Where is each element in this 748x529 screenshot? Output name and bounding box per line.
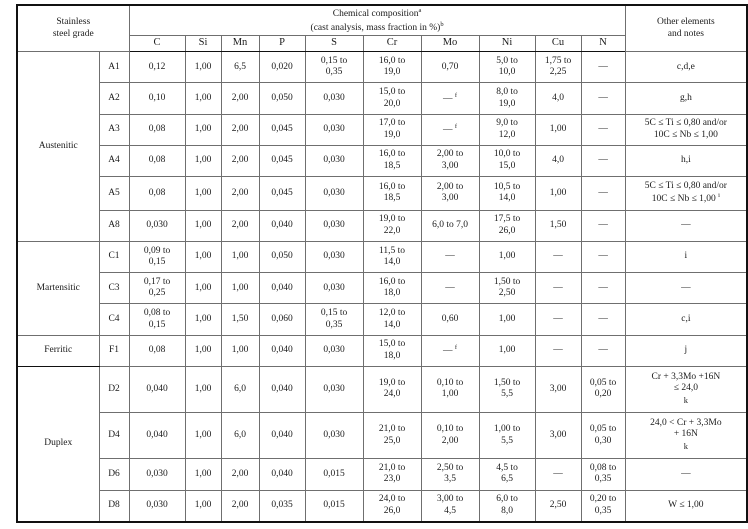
grade-group-martensitic: Martensitic xyxy=(17,242,99,336)
cell-c4-mn: 1,50 xyxy=(221,304,259,335)
cell-d2-notes: Cr + 3,3Mo +16N ≤ 24,0 k xyxy=(625,366,747,412)
cell-c4-n: — xyxy=(581,304,625,335)
cell-f1-cr: 15,0 to 18,0 xyxy=(363,335,421,366)
table-row xyxy=(17,114,747,145)
cell-d4-cr: 21,0 to 25,0 xyxy=(363,413,421,459)
cell-a2-cu: 4,0 xyxy=(535,83,581,114)
cell-a1-cu: 1,75 to 2,25 xyxy=(535,52,581,83)
table-row xyxy=(17,52,747,83)
cell-a5-n: — xyxy=(581,177,625,211)
cell-d6-c: 0,030 xyxy=(129,459,185,490)
cell-a2-ni: 8,0 to 19,0 xyxy=(479,83,535,114)
table-row xyxy=(17,83,747,114)
footnote-marker-f: f xyxy=(454,122,458,130)
table-row xyxy=(17,145,747,176)
cell-c4-notes: c,i xyxy=(625,304,747,335)
cell-c1-c: 0,09 to 0,15 xyxy=(129,242,185,273)
cell-d2-mn: 6,0 xyxy=(221,366,259,412)
cell-a8-cu: 1,50 xyxy=(535,210,581,241)
cell-d6-mn: 2,00 xyxy=(221,459,259,490)
cell-d8-c: 0,030 xyxy=(129,490,185,522)
cell-a5-ni: 10,5 to 14,0 xyxy=(479,177,535,211)
cell-a2-n: — xyxy=(581,83,625,114)
table-row xyxy=(17,459,747,490)
cell-f1-si: 1,00 xyxy=(185,335,221,366)
cell-d4-n: 0,05 to 0,30 xyxy=(581,413,625,459)
cell-f1-ni: 1,00 xyxy=(479,335,535,366)
grade-code-a3: A3 xyxy=(99,114,129,145)
cell-d6-n: 0,08 to 0,35 xyxy=(581,459,625,490)
footnote-marker-f: f xyxy=(454,91,458,99)
cell-c4-cu: — xyxy=(535,304,581,335)
header-notes-line2: and notes xyxy=(667,28,704,39)
cell-d8-ni: 6,0 to 8,0 xyxy=(479,490,535,522)
header-notes-line1: Other elements xyxy=(656,17,715,28)
cell-a4-s: 0,030 xyxy=(305,145,363,176)
cell-a5-cu: 1,00 xyxy=(535,177,581,211)
cell-f1-cu: — xyxy=(535,335,581,366)
cell-c3-n: — xyxy=(581,273,625,304)
cell-d8-notes: W ≤ 1,00 xyxy=(625,490,747,522)
cell-d6-notes: — xyxy=(625,459,747,490)
header-element-cu: Cu xyxy=(535,36,581,52)
header-element-cr: Cr xyxy=(363,36,421,52)
cell-c3-p: 0,040 xyxy=(259,273,305,304)
header-grade-line2: steel grade xyxy=(52,28,94,39)
header-grade-line1: Stainless xyxy=(56,17,91,28)
cell-a2-p: 0,050 xyxy=(259,83,305,114)
cell-d8-p: 0,035 xyxy=(259,490,305,522)
cell-f1-notes: j xyxy=(625,335,747,366)
grade-group-ferritic: Ferritic xyxy=(17,335,99,366)
cell-a3-mn: 2,00 xyxy=(221,114,259,145)
cell-d2-si: 1,00 xyxy=(185,366,221,412)
cell-d8-mo: 3,00 to 4,5 xyxy=(421,490,479,522)
header-element-n: N xyxy=(581,36,625,52)
cell-a1-mn: 6,5 xyxy=(221,52,259,83)
cell-c1-notes: i xyxy=(625,242,747,273)
cell-a4-n: — xyxy=(581,145,625,176)
cell-f1-s: 0,030 xyxy=(305,335,363,366)
table-header xyxy=(17,5,747,52)
cell-a4-cr: 16,0 to 18,5 xyxy=(363,145,421,176)
header-element-si: Si xyxy=(185,36,221,52)
cell-c4-p: 0,060 xyxy=(259,304,305,335)
header-element-mo: Mo xyxy=(421,36,479,52)
cell-d8-mn: 2,00 xyxy=(221,490,259,522)
cell-a4-si: 1,00 xyxy=(185,145,221,176)
cell-d4-c: 0,040 xyxy=(129,413,185,459)
cell-c1-n: — xyxy=(581,242,625,273)
cell-a8-cr: 19,0 to 22,0 xyxy=(363,210,421,241)
cell-c1-cu: — xyxy=(535,242,581,273)
grade-group-austenitic: Austenitic xyxy=(17,52,99,242)
cell-d8-cu: 2,50 xyxy=(535,490,581,522)
grade-code-d2: D2 xyxy=(99,366,129,412)
cell-a3-cr: 17,0 to 19,0 xyxy=(363,114,421,145)
cell-a2-cr: 15,0 to 20,0 xyxy=(363,83,421,114)
cell-d6-cr: 21,0 to 23,0 xyxy=(363,459,421,490)
cell-a5-c: 0,08 xyxy=(129,177,185,211)
header-element-s: S xyxy=(305,36,363,52)
cell-a8-n: — xyxy=(581,210,625,241)
cell-a2-notes: g,h xyxy=(625,83,747,114)
cell-f1-n: — xyxy=(581,335,625,366)
cell-a8-mn: 2,00 xyxy=(221,210,259,241)
footnote-marker-k: k xyxy=(683,394,688,405)
grade-code-a1: A1 xyxy=(99,52,129,83)
cell-a3-ni: 9,0 to 12,0 xyxy=(479,114,535,145)
table-row xyxy=(17,304,747,335)
cell-f1-p: 0,040 xyxy=(259,335,305,366)
cell-c3-ni: 1,50 to 2,50 xyxy=(479,273,535,304)
cell-a3-c: 0,08 xyxy=(129,114,185,145)
cell-d4-cu: 3,00 xyxy=(535,413,581,459)
footnote-marker-i: i xyxy=(718,192,720,200)
cell-d4-s: 0,030 xyxy=(305,413,363,459)
cell-c3-c: 0,17 to 0,25 xyxy=(129,273,185,304)
cell-a3-p: 0,045 xyxy=(259,114,305,145)
cell-d8-cr: 24,0 to 26,0 xyxy=(363,490,421,522)
cell-d2-cu: 3,00 xyxy=(535,366,581,412)
header-chemical-composition xyxy=(129,5,625,36)
header-composition-line2: (cast analysis, mass fraction in %)$^b$ xyxy=(310,20,444,33)
grade-code-f1: F1 xyxy=(99,335,129,366)
cell-a3-mo: — $^f$ xyxy=(421,114,479,145)
cell-d2-n: 0,05 to 0,20 xyxy=(581,366,625,412)
cell-a1-cr: 16,0 to 19,0 xyxy=(363,52,421,83)
cell-a3-si: 1,00 xyxy=(185,114,221,145)
cell-d4-ni: 1,00 to 5,5 xyxy=(479,413,535,459)
cell-a1-s: 0,15 to 0,35 xyxy=(305,52,363,83)
cell-c1-ni: 1,00 xyxy=(479,242,535,273)
header-grade-column xyxy=(17,5,129,52)
cell-a2-s: 0,030 xyxy=(305,83,363,114)
cell-a8-notes: — xyxy=(625,210,747,241)
cell-a5-s: 0,030 xyxy=(305,177,363,211)
cell-c4-si: 1,00 xyxy=(185,304,221,335)
footnote-marker-f: f xyxy=(454,343,458,351)
cell-d2-cr: 19,0 to 24,0 xyxy=(363,366,421,412)
grade-code-c3: C3 xyxy=(99,273,129,304)
cell-a3-cu: 1,00 xyxy=(535,114,581,145)
footnote-marker-k: k xyxy=(683,440,688,451)
table-row xyxy=(17,335,747,366)
cell-a4-cu: 4,0 xyxy=(535,145,581,176)
cell-d8-s: 0,015 xyxy=(305,490,363,522)
cell-f1-mo: — $^f$ xyxy=(421,335,479,366)
cell-a4-ni: 10,0 to 15,0 xyxy=(479,145,535,176)
cell-d6-cu: — xyxy=(535,459,581,490)
cell-a4-mn: 2,00 xyxy=(221,145,259,176)
cell-a8-s: 0,030 xyxy=(305,210,363,241)
grade-code-d4: D4 xyxy=(99,413,129,459)
cell-c1-p: 0,050 xyxy=(259,242,305,273)
cell-a5-mn: 2,00 xyxy=(221,177,259,211)
header-element-c: C xyxy=(129,36,185,52)
cell-a1-p: 0,020 xyxy=(259,52,305,83)
cell-d6-ni: 4,5 to 6,5 xyxy=(479,459,535,490)
cell-d4-mo: 0,10 to 2,00 xyxy=(421,413,479,459)
cell-a5-mo: 2,00 to 3,00 xyxy=(421,177,479,211)
cell-d8-si: 1,00 xyxy=(185,490,221,522)
header-element-p: P xyxy=(259,36,305,52)
cell-c3-cr: 16,0 to 18,0 xyxy=(363,273,421,304)
cell-a4-c: 0,08 xyxy=(129,145,185,176)
cell-d2-c: 0,040 xyxy=(129,366,185,412)
cell-c3-si: 1,00 xyxy=(185,273,221,304)
cell-d6-s: 0,015 xyxy=(305,459,363,490)
grade-code-a5: A5 xyxy=(99,177,129,211)
cell-c3-cu: — xyxy=(535,273,581,304)
cell-a3-s: 0,030 xyxy=(305,114,363,145)
cell-d6-mo: 2,50 to 3,5 xyxy=(421,459,479,490)
cell-a8-p: 0,040 xyxy=(259,210,305,241)
cell-a8-ni: 17,5 to 26,0 xyxy=(479,210,535,241)
cell-c1-si: 1,00 xyxy=(185,242,221,273)
cell-c4-s: 0,15 to 0,35 xyxy=(305,304,363,335)
table-row xyxy=(17,413,747,459)
cell-a3-n: — xyxy=(581,114,625,145)
cell-c3-notes: — xyxy=(625,273,747,304)
footnote-marker-b: b xyxy=(440,20,444,28)
cell-a4-notes: h,i xyxy=(625,145,747,176)
cell-d6-si: 1,00 xyxy=(185,459,221,490)
cell-a1-mo: 0,70 xyxy=(421,52,479,83)
table-body xyxy=(17,52,747,522)
header-other-elements xyxy=(625,5,747,52)
grade-code-c1: C1 xyxy=(99,242,129,273)
cell-d4-mn: 6,0 xyxy=(221,413,259,459)
cell-c3-mn: 1,00 xyxy=(221,273,259,304)
grade-code-c4: C4 xyxy=(99,304,129,335)
cell-c1-mo: — xyxy=(421,242,479,273)
cell-d2-p: 0,040 xyxy=(259,366,305,412)
cell-a1-ni: 5,0 to 10,0 xyxy=(479,52,535,83)
cell-a2-mn: 2,00 xyxy=(221,83,259,114)
cell-a4-p: 0,045 xyxy=(259,145,305,176)
stainless-steel-grade-table xyxy=(16,4,748,523)
cell-d4-notes: 24,0 < Cr + 3,3Mo + 16N k xyxy=(625,413,747,459)
table-row xyxy=(17,177,747,211)
cell-a1-c: 0,12 xyxy=(129,52,185,83)
cell-d6-p: 0,040 xyxy=(259,459,305,490)
cell-d2-ni: 1,50 to 5,5 xyxy=(479,366,535,412)
cell-c1-s: 0,030 xyxy=(305,242,363,273)
cell-c4-mo: 0,60 xyxy=(421,304,479,335)
header-row-top xyxy=(17,5,747,36)
table-row xyxy=(17,242,747,273)
cell-d2-mo: 0,10 to 1,00 xyxy=(421,366,479,412)
cell-c4-c: 0,08 to 0,15 xyxy=(129,304,185,335)
grade-code-a2: A2 xyxy=(99,83,129,114)
cell-a2-mo: — $^f$ xyxy=(421,83,479,114)
grade-code-a8: A8 xyxy=(99,210,129,241)
cell-a8-mo: 6,0 to 7,0 xyxy=(421,210,479,241)
cell-a1-n: — xyxy=(581,52,625,83)
cell-a5-p: 0,045 xyxy=(259,177,305,211)
cell-f1-mn: 1,00 xyxy=(221,335,259,366)
table-row xyxy=(17,273,747,304)
cell-c1-mn: 1,00 xyxy=(221,242,259,273)
cell-c3-mo: — xyxy=(421,273,479,304)
cell-a1-si: 1,00 xyxy=(185,52,221,83)
cell-a3-notes: 5C ≤ Ti ≤ 0,80 and/or 10C ≤ Nb ≤ 1,00 xyxy=(625,114,747,145)
cell-c3-s: 0,030 xyxy=(305,273,363,304)
cell-f1-c: 0,08 xyxy=(129,335,185,366)
cell-d8-n: 0,20 to 0,35 xyxy=(581,490,625,522)
cell-a5-si: 1,00 xyxy=(185,177,221,211)
grade-code-d8: D8 xyxy=(99,490,129,522)
header-composition-line1: Chemical composition$^a$ xyxy=(332,7,422,20)
cell-a2-c: 0,10 xyxy=(129,83,185,114)
cell-a1-notes: c,d,e xyxy=(625,52,747,83)
table-row xyxy=(17,366,747,412)
cell-c4-ni: 1,00 xyxy=(479,304,535,335)
header-element-ni: Ni xyxy=(479,36,535,52)
cell-a5-notes: 5C ≤ Ti ≤ 0,80 and/or 10C ≤ Nb ≤ 1,00 $^i$ xyxy=(625,177,747,211)
cell-a4-mo: 2,00 to 3,00 xyxy=(421,145,479,176)
header-element-mn: Mn xyxy=(221,36,259,52)
cell-a2-si: 1,00 xyxy=(185,83,221,114)
cell-d4-p: 0,040 xyxy=(259,413,305,459)
grade-code-a4: A4 xyxy=(99,145,129,176)
grade-group-duplex: Duplex xyxy=(17,366,99,522)
cell-a8-c: 0,030 xyxy=(129,210,185,241)
footnote-marker-a: a xyxy=(418,7,422,14)
grade-code-d6: D6 xyxy=(99,459,129,490)
cell-a8-si: 1,00 xyxy=(185,210,221,241)
cell-c4-cr: 12,0 to 14,0 xyxy=(363,304,421,335)
table-row xyxy=(17,210,747,241)
cell-d2-s: 0,030 xyxy=(305,366,363,412)
table-row xyxy=(17,490,747,522)
cell-c1-cr: 11,5 to 14,0 xyxy=(363,242,421,273)
cell-d4-si: 1,00 xyxy=(185,413,221,459)
cell-a5-cr: 16,0 to 18,5 xyxy=(363,177,421,211)
